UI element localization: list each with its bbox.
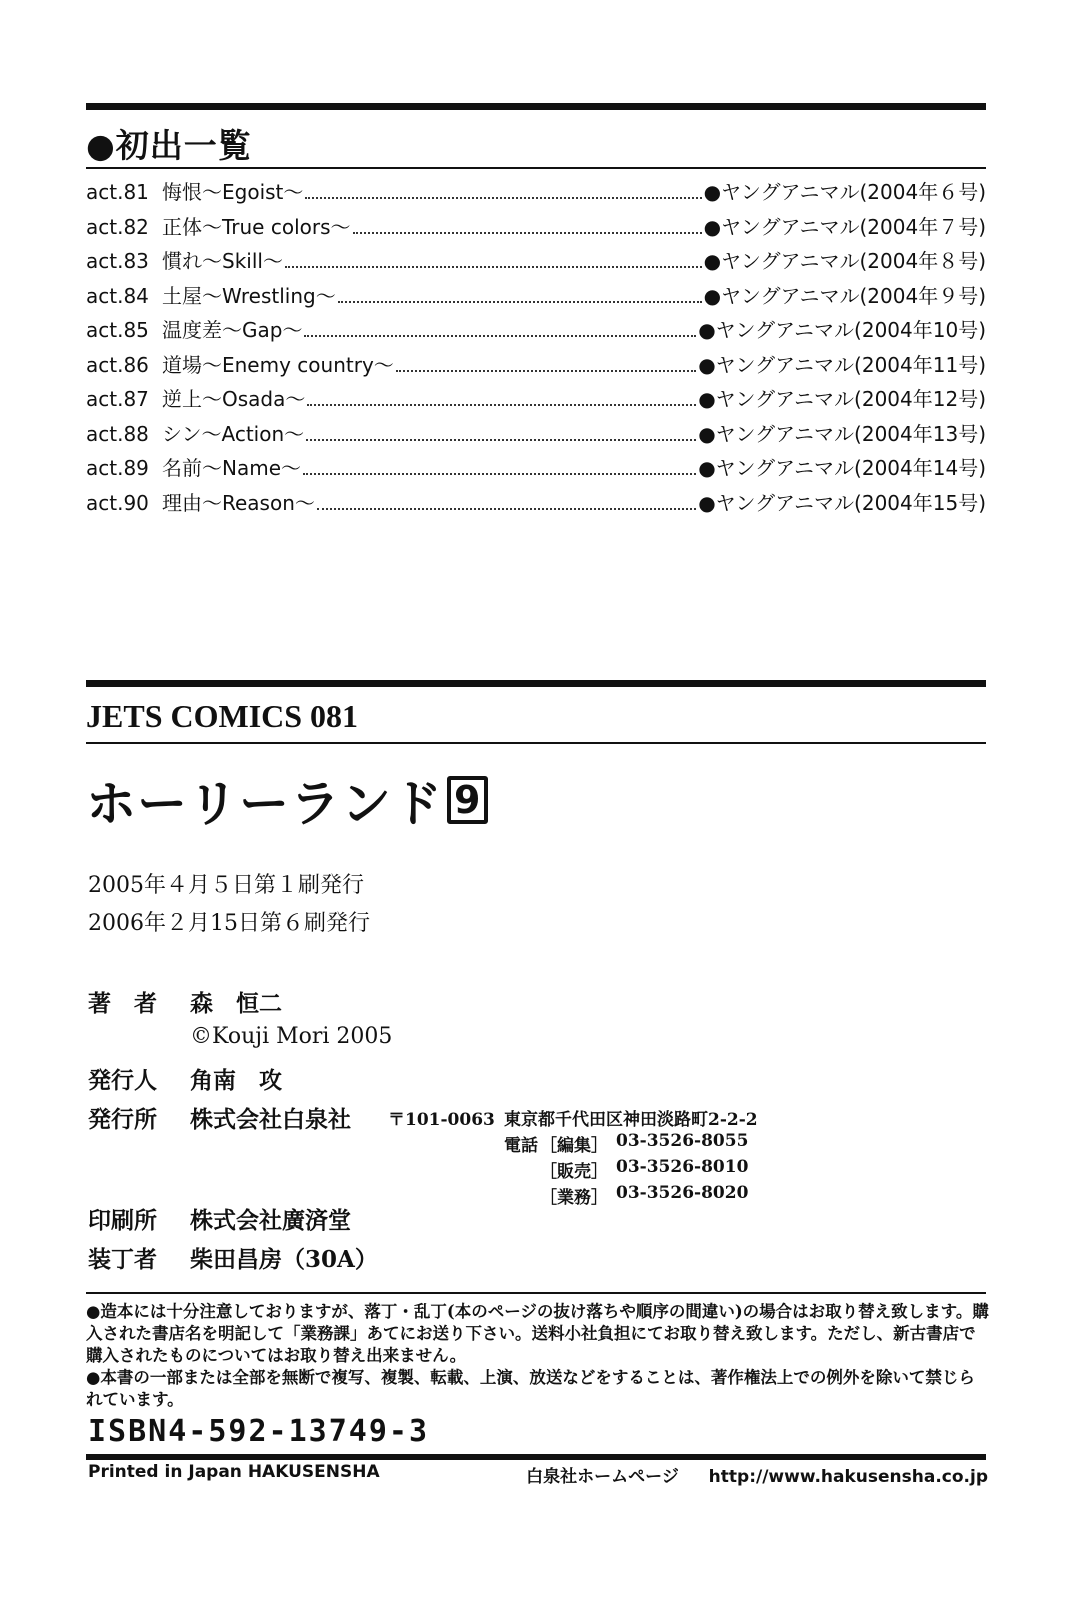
act-number: act.88 [86, 421, 149, 446]
series-rule [86, 742, 986, 744]
leader-dots [304, 334, 696, 337]
chapter-source: ●ヤングアニマル(2004年11号) [698, 352, 986, 377]
list-item [86, 349, 986, 384]
chapter-source: ●ヤングアニマル(2004年10号) [698, 318, 986, 342]
act-number: act.83 [86, 249, 149, 273]
act-number: act.82 [86, 214, 149, 239]
author-label: 著 者 [88, 990, 157, 1017]
phone-number: 03-3526-8020 [616, 1183, 749, 1203]
leader-dots [317, 507, 696, 510]
chapter-title: 温度差〜Gap〜 [162, 318, 303, 342]
act-number: act.85 [86, 318, 149, 342]
chapter-title: 正体〜True colors〜 [162, 214, 351, 239]
phone-dept: ［編集］ [540, 1136, 608, 1156]
homepage-url[interactable]: http://www.hakusensha.co.jp [708, 1467, 988, 1487]
list-title-rule [86, 167, 986, 169]
print-date: 2006年２月15日第６刷発行 [88, 911, 370, 936]
list-item [86, 452, 986, 487]
homepage [526, 1462, 988, 1487]
chapter-source: ●ヤングアニマル(2004年９号) [703, 283, 986, 308]
act-number: act.90 [86, 490, 149, 515]
list-item [86, 383, 986, 418]
phone-dept: ［販売］ [540, 1162, 608, 1182]
imprint-thick-rule [86, 680, 986, 687]
list-item [86, 176, 986, 211]
publisher-address: 東京都千代田区神田淡路町2-2-2 [504, 1110, 758, 1130]
list-item [86, 245, 986, 280]
footer-rule [86, 1454, 986, 1460]
series-name: JETS COMICS 081 [86, 698, 359, 734]
chapter-title: 逆上〜Osada〜 [162, 387, 306, 411]
leader-dots [338, 300, 702, 303]
print-date: 2005年４月５日第１刷発行 [88, 873, 364, 898]
phone-label: 電話 [504, 1136, 538, 1156]
publisher-person-label: 発行人 [88, 1067, 157, 1094]
leader-dots [396, 369, 696, 372]
first-appearance-list [86, 176, 986, 521]
first-appearance-title: ●初出一覧 [86, 126, 252, 165]
list-item [86, 314, 986, 349]
act-number: act.84 [86, 283, 149, 308]
publisher-person: 角南 攻 [190, 1067, 282, 1094]
chapter-source: ●ヤングアニマル(2004年12号) [698, 387, 986, 411]
designer-label: 装丁者 [88, 1246, 157, 1273]
author-name: 森 恒二 [190, 990, 282, 1017]
notice-block [86, 1301, 990, 1411]
leader-dots [306, 438, 696, 441]
printer-label: 印刷所 [88, 1207, 157, 1234]
act-number: act.89 [86, 456, 149, 480]
book-title-text: ホーリーランド [86, 775, 443, 833]
act-number: act.86 [86, 352, 149, 377]
book-title [86, 764, 488, 836]
list-item [86, 280, 986, 315]
list-item [86, 418, 986, 453]
publisher-label: 発行所 [88, 1106, 157, 1133]
chapter-title: 名前〜Name〜 [162, 456, 302, 480]
volume-badge: 9 [447, 776, 488, 824]
chapter-source: ●ヤングアニマル(2004年13号) [698, 421, 986, 446]
isbn: ISBN4-592-13749-3 [88, 1414, 430, 1449]
phone-number: 03-3526-8010 [616, 1157, 749, 1177]
chapter-title: シン〜Action〜 [162, 421, 305, 446]
publisher-name: 株式会社白泉社 [190, 1106, 351, 1133]
leader-dots [285, 265, 702, 268]
printer-name: 株式会社廣済堂 [190, 1207, 351, 1234]
notice-paragraph: ●本書の一部または全部を無断で複写、複製、転載、上演、放送などをすることは、著作権法上での例外を除いて禁じられています。 [86, 1368, 975, 1409]
leader-dots [307, 403, 696, 406]
copyright: ©Kouji Mori 2005 [190, 1024, 393, 1049]
act-number: act.87 [86, 387, 149, 411]
chapter-source: ●ヤングアニマル(2004年14号) [698, 456, 986, 480]
chapter-title: 慣れ〜Skill〜 [162, 249, 283, 273]
chapter-title: 道場〜Enemy country〜 [162, 352, 394, 377]
chapter-source: ●ヤングアニマル(2004年８号) [703, 249, 986, 273]
phone-dept: ［業務］ [540, 1188, 608, 1208]
postal-code: 〒101-0063 [388, 1110, 495, 1130]
chapter-source: ●ヤングアニマル(2004年15号) [698, 490, 986, 515]
designer-name: 柴田昌房（30A） [190, 1246, 378, 1273]
notice-paragraph: ●造本には十分注意しておりますが、落丁・乱丁(本のページの抜け落ちや順序の間違い)の場合はお取り替え致します。購入された書店名を明記して「業務課」あてにお送り下さい。送料小社負担にてお取り替え致します。ただし、新古書店で購入されたものについてはお取り替え出来ません。 [86, 1302, 989, 1365]
chapter-source: ●ヤングアニマル(2004年６号) [703, 180, 986, 204]
phone-number: 03-3526-8055 [616, 1131, 749, 1151]
list-item [86, 211, 986, 246]
chapter-title: 理由〜Reason〜 [162, 490, 315, 515]
act-number: act.81 [86, 180, 149, 204]
printed-in: Printed in Japan HAKUSENSHA [88, 1462, 380, 1482]
leader-dots [303, 472, 696, 475]
notice-rule [86, 1292, 986, 1294]
homepage-label: 白泉社ホームページ [526, 1467, 679, 1487]
list-item [86, 487, 986, 522]
top-thick-rule [86, 103, 986, 110]
chapter-title: 悔恨〜Egoist〜 [162, 180, 304, 204]
leader-dots [305, 196, 701, 199]
leader-dots [353, 231, 702, 234]
chapter-title: 土屋〜Wrestling〜 [162, 283, 336, 308]
chapter-source: ●ヤングアニマル(2004年７号) [703, 214, 986, 239]
